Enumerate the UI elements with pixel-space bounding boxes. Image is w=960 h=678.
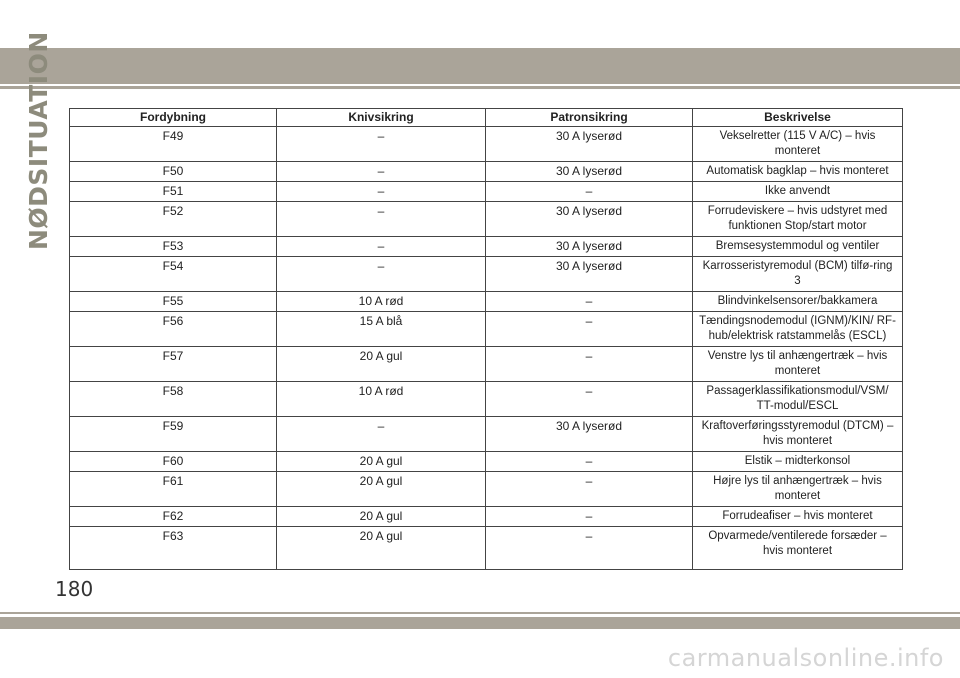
cell-blade-fuse: 15 A blå bbox=[277, 312, 486, 347]
cell-description: Ikke anvendt bbox=[693, 182, 903, 202]
cell-description: Højre lys til anhængertræk – hvis monteret bbox=[693, 472, 903, 507]
table-row bbox=[70, 382, 903, 417]
cell-cartridge-fuse: – bbox=[486, 472, 693, 507]
cell-blade-fuse: 10 A rød bbox=[277, 382, 486, 417]
footer-rule bbox=[0, 612, 960, 614]
cell-description: Automatisk bagklap – hvis monteret bbox=[693, 162, 903, 182]
cell-cartridge-fuse: – bbox=[486, 347, 693, 382]
header-cavity: Fordybning bbox=[70, 109, 277, 127]
cell-description: Vekselretter (115 V A/C) – hvis monteret bbox=[693, 127, 903, 162]
cell-cavity: F55 bbox=[70, 292, 277, 312]
cell-blade-fuse: 20 A gul bbox=[277, 452, 486, 472]
table-row bbox=[70, 237, 903, 257]
cell-blade-fuse: 10 A rød bbox=[277, 292, 486, 312]
table-row bbox=[70, 417, 903, 452]
header-band bbox=[0, 0, 960, 86]
cell-blade-fuse: – bbox=[277, 257, 486, 292]
cell-cavity: F59 bbox=[70, 417, 277, 452]
cell-description: Bremsesystemmodul og ventiler bbox=[693, 237, 903, 257]
cell-description: Blindvinkelsensorer/bakkamera bbox=[693, 292, 903, 312]
cell-cartridge-fuse: – bbox=[486, 182, 693, 202]
cell-cavity: F57 bbox=[70, 347, 277, 382]
footer-bar bbox=[0, 617, 960, 629]
fuse-table bbox=[69, 108, 903, 570]
header-blade-fuse: Knivsikring bbox=[277, 109, 486, 127]
cell-blade-fuse: – bbox=[277, 202, 486, 237]
cell-cartridge-fuse: – bbox=[486, 527, 693, 570]
cell-blade-fuse: 20 A gul bbox=[277, 507, 486, 527]
cell-cavity: F62 bbox=[70, 507, 277, 527]
cell-cartridge-fuse: – bbox=[486, 382, 693, 417]
header-description: Beskrivelse bbox=[693, 109, 903, 127]
cell-cavity: F58 bbox=[70, 382, 277, 417]
cell-cartridge-fuse: – bbox=[486, 452, 693, 472]
cell-description: Forrudeviskere – hvis udstyret med funktionen Stop/start motor bbox=[693, 202, 903, 237]
cell-cavity: F52 bbox=[70, 202, 277, 237]
table-row bbox=[70, 127, 903, 162]
table-row bbox=[70, 312, 903, 347]
cell-cartridge-fuse: 30 A lyserød bbox=[486, 202, 693, 237]
cell-description: Venstre lys til anhængertræk – hvis monteret bbox=[693, 347, 903, 382]
cell-blade-fuse: 20 A gul bbox=[277, 527, 486, 570]
cell-cavity: F49 bbox=[70, 127, 277, 162]
cell-blade-fuse: – bbox=[277, 182, 486, 202]
cell-cartridge-fuse: 30 A lyserød bbox=[486, 237, 693, 257]
cell-description: Tændingsnodemodul (IGNM)/KIN/ RF-hub/elektrisk ratstammelås (ESCL) bbox=[693, 312, 903, 347]
cell-cartridge-fuse: 30 A lyserød bbox=[486, 127, 693, 162]
cell-cartridge-fuse: 30 A lyserød bbox=[486, 257, 693, 292]
cell-blade-fuse: 20 A gul bbox=[277, 347, 486, 382]
section-label bbox=[24, 31, 60, 250]
cell-cartridge-fuse: – bbox=[486, 292, 693, 312]
header-cartridge-fuse: Patronsikring bbox=[486, 109, 693, 127]
cell-description: Opvarmede/ventilerede forsæder – hvis monteret bbox=[693, 527, 903, 570]
watermark: carmanualsonline.info bbox=[667, 644, 944, 672]
table-body bbox=[70, 127, 903, 570]
cell-cavity: F61 bbox=[70, 472, 277, 507]
cell-cavity: F60 bbox=[70, 452, 277, 472]
table-row bbox=[70, 452, 903, 472]
table-row bbox=[70, 347, 903, 382]
cell-cavity: F56 bbox=[70, 312, 277, 347]
cell-cartridge-fuse: – bbox=[486, 507, 693, 527]
cell-blade-fuse: – bbox=[277, 237, 486, 257]
table-row bbox=[70, 292, 903, 312]
cell-description: Elstik – midterkonsol bbox=[693, 452, 903, 472]
cell-cartridge-fuse: 30 A lyserød bbox=[486, 162, 693, 182]
cell-cartridge-fuse: 30 A lyserød bbox=[486, 417, 693, 452]
cell-description: Kraftoverføringsstyremodul (DTCM) – hvis monteret bbox=[693, 417, 903, 452]
header-bar bbox=[0, 48, 960, 84]
table-row bbox=[70, 527, 903, 570]
table-row bbox=[70, 202, 903, 237]
cell-cavity: F51 bbox=[70, 182, 277, 202]
cell-cavity: F63 bbox=[70, 527, 277, 570]
cell-description: Karrosseristyremodul (BCM) tilfø-ring 3 bbox=[693, 257, 903, 292]
cell-blade-fuse: – bbox=[277, 417, 486, 452]
cell-blade-fuse: – bbox=[277, 162, 486, 182]
cell-description: Passagerklassifikationsmodul/VSM/ TT-modul/ESCL bbox=[693, 382, 903, 417]
cell-blade-fuse: – bbox=[277, 127, 486, 162]
table-row bbox=[70, 162, 903, 182]
table-row bbox=[70, 472, 903, 507]
cell-description: Forrudeafiser – hvis monteret bbox=[693, 507, 903, 527]
cell-cavity: F54 bbox=[70, 257, 277, 292]
table-row bbox=[70, 182, 903, 202]
section-title: NØDSITUATION bbox=[24, 31, 53, 250]
cell-blade-fuse: 20 A gul bbox=[277, 472, 486, 507]
header-rule bbox=[0, 86, 960, 89]
cell-cavity: F53 bbox=[70, 237, 277, 257]
page-number: 180 bbox=[55, 577, 94, 601]
cell-cavity: F50 bbox=[70, 162, 277, 182]
table-header-row bbox=[70, 109, 903, 127]
table-row bbox=[70, 257, 903, 292]
table-row bbox=[70, 507, 903, 527]
cell-cartridge-fuse: – bbox=[486, 312, 693, 347]
